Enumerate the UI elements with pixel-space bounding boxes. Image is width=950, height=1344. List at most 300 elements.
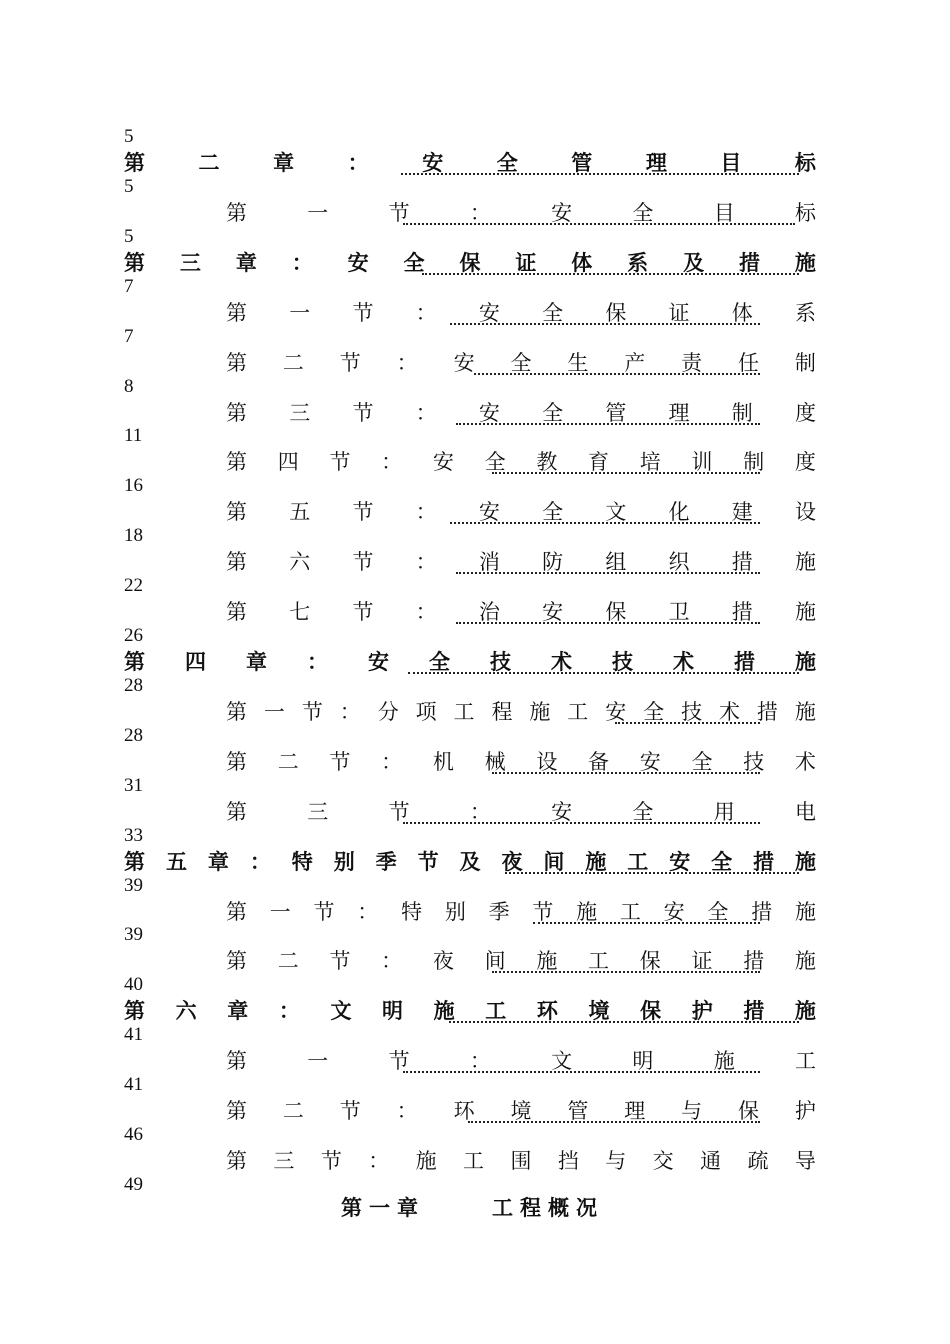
toc-entry-title [226, 1047, 816, 1075]
toc-char: 施 [794, 949, 816, 973]
toc-char: 一 [269, 900, 291, 924]
toc-section-entry[interactable] [226, 1097, 816, 1125]
toc-char: 理 [645, 150, 667, 175]
toc-page-number: 16 [124, 475, 143, 496]
toc-char: 安 [639, 750, 661, 774]
toc-char: 制 [743, 450, 765, 474]
toc-char: 安 [432, 450, 454, 474]
toc-char: 施 [576, 900, 598, 924]
toc-char: 及 [459, 849, 481, 874]
toc-page-number: 11 [124, 425, 143, 446]
toc-char: 安 [368, 649, 389, 674]
toc-char: 第 [226, 201, 247, 225]
toc-char: 证 [515, 250, 537, 275]
toc-char: 节 [339, 1099, 361, 1123]
toc-entry-title [226, 299, 816, 327]
toc-char: ： [415, 500, 437, 524]
toc-section-entry[interactable] [226, 947, 816, 975]
toc-char: 疏 [747, 1149, 769, 1173]
toc-char: 节 [352, 550, 374, 574]
toc-char: 施 [794, 900, 816, 924]
toc-char: 工 [627, 849, 649, 874]
toc-char: 全 [632, 201, 654, 225]
toc-char: 全 [707, 900, 729, 924]
toc-page-number: 22 [124, 575, 143, 596]
toc-page-number: 18 [124, 525, 143, 546]
toc-entry-title [226, 548, 816, 576]
toc-entry-title [124, 249, 816, 277]
toc-char: 用 [713, 800, 735, 824]
toc-char: 目 [720, 150, 742, 175]
toc-section-entry[interactable] [226, 349, 816, 377]
toc-char: 施 [794, 550, 816, 574]
toc-char: 施 [585, 849, 607, 874]
toc-char: 施 [794, 250, 816, 275]
toc-char: 第 [226, 750, 247, 774]
toc-char: 章 [235, 250, 257, 275]
toc-char: 安 [663, 900, 685, 924]
toc-char: 术 [551, 649, 572, 674]
toc-char: 季 [375, 849, 397, 874]
toc-char: 节 [329, 949, 351, 973]
toc-char: 间 [484, 949, 506, 973]
toc-char: 节 [388, 1049, 410, 1073]
toc-char: 一 [307, 1049, 329, 1073]
toc-char: 安 [669, 849, 691, 874]
toc-char: 六 [289, 550, 311, 574]
toc-entry-title [226, 399, 816, 427]
toc-char: 五 [165, 849, 187, 874]
toc-chapter-entry[interactable] [124, 149, 816, 177]
toc-char: 第 [226, 450, 247, 474]
toc-char: 三 [289, 401, 311, 425]
toc-char: 六 [175, 998, 197, 1023]
toc-char: 安 [551, 201, 573, 225]
toc-char: ： [381, 750, 403, 774]
toc-char: 安 [478, 401, 500, 425]
toc-char: 第 [226, 401, 247, 425]
toc-char: ： [469, 1049, 491, 1073]
toc-char: 文 [605, 500, 627, 524]
toc-char: 第 [226, 1049, 247, 1073]
toc-page-number: 39 [124, 924, 143, 945]
toc-char: 械 [484, 750, 506, 774]
toc-char: 保 [605, 600, 627, 624]
toc-char: 节 [352, 401, 374, 425]
toc-char: 工 [453, 700, 475, 724]
toc-char: 节 [313, 900, 335, 924]
toc-char: 制 [731, 401, 753, 425]
toc-char: 二 [198, 150, 220, 175]
toc-section-entry[interactable] [226, 199, 816, 227]
toc-char: 第 [226, 1099, 247, 1123]
toc-char: 安 [478, 500, 500, 524]
toc-char: 证 [668, 301, 690, 325]
toc-char: 挡 [557, 1149, 579, 1173]
toc-section-entry[interactable] [226, 598, 816, 626]
toc-char: ： [249, 849, 271, 874]
toc-char: 第 [226, 550, 247, 574]
toc-char: 技 [681, 700, 703, 724]
toc-char: 化 [668, 500, 690, 524]
toc-char: 第 [226, 500, 247, 524]
toc-char: 生 [567, 351, 589, 375]
toc-char: 责 [681, 351, 703, 375]
toc-char: ： [469, 201, 491, 225]
toc-section-entry[interactable] [226, 1147, 816, 1175]
toc-page-number: 33 [124, 825, 143, 846]
toc-page-number: 49 [124, 1174, 143, 1195]
toc-char: 围 [510, 1149, 532, 1173]
toc-char: 环 [453, 1099, 475, 1123]
toc-char: 技 [490, 649, 511, 674]
toc-char: 全 [403, 250, 425, 275]
toc-page-number: 5 [124, 176, 134, 197]
toc-section-entry[interactable] [226, 698, 816, 726]
toc-char: 护 [794, 1099, 816, 1123]
toc-char: 节 [417, 849, 439, 874]
toc-char: 理 [668, 401, 690, 425]
toc-char: 第 [226, 301, 247, 325]
toc-page-number: 7 [124, 326, 134, 347]
toc-char: 三 [273, 1149, 295, 1173]
toc-char: 节 [352, 600, 374, 624]
toc-char: 措 [756, 700, 778, 724]
toc-page-number: 28 [124, 675, 143, 696]
toc-page-number: 41 [124, 1074, 143, 1095]
toc-char: 全 [496, 150, 518, 175]
toc-char: ： [396, 1099, 418, 1123]
toc-char: 工 [485, 998, 507, 1023]
toc-char: 措 [743, 949, 765, 973]
toc-page-number: 39 [124, 875, 143, 896]
toc-char: 第 [226, 949, 247, 973]
toc-char: 措 [731, 600, 753, 624]
toc-char: 技 [743, 750, 765, 774]
toc-char: 全 [510, 351, 532, 375]
toc-char: 术 [794, 750, 816, 774]
toc-char: 标 [794, 201, 816, 225]
toc-char: 二 [277, 949, 299, 973]
toc-char: 训 [691, 450, 713, 474]
chapter-heading-title [492, 1194, 597, 1222]
toc-char: 技 [612, 649, 633, 674]
toc-char: 安 [605, 700, 627, 724]
toc-char: 节 [388, 800, 410, 824]
toc-char: 保 [459, 250, 481, 275]
toc-char: 安 [478, 301, 500, 325]
toc-char: 体 [571, 250, 593, 275]
toc-char: 施 [529, 700, 551, 724]
toc-char: 全 [429, 649, 450, 674]
toc-char: 产 [624, 351, 646, 375]
toc-char: 工 [619, 900, 641, 924]
toc-entry-title [226, 748, 816, 776]
toc-char: 全 [484, 450, 506, 474]
toc-char: 一 [289, 301, 311, 325]
toc-char: 全 [643, 700, 665, 724]
heading-char: 况 [576, 1195, 597, 1220]
toc-char: 环 [536, 998, 558, 1023]
toc-entry-title [226, 199, 816, 227]
toc-char: 工 [567, 700, 589, 724]
toc-entry-title [226, 349, 816, 377]
toc-char: ： [339, 700, 361, 724]
toc-char: 电 [794, 800, 816, 824]
toc-char: ： [469, 800, 491, 824]
toc-char: 体 [731, 301, 753, 325]
toc-char: 文 [330, 998, 352, 1023]
toc-char: 全 [691, 750, 713, 774]
toc-char: 节 [339, 351, 361, 375]
toc-entry-title [226, 898, 816, 926]
toc-char: 施 [415, 1149, 437, 1173]
toc-char: 安 [542, 600, 564, 624]
toc-char: ： [396, 351, 418, 375]
toc-char: ： [415, 600, 437, 624]
toc-char: 节 [329, 450, 351, 474]
toc-char: 别 [444, 900, 466, 924]
toc-char: 与 [681, 1099, 703, 1123]
toc-char: 第 [124, 649, 145, 674]
toc-char: 保 [640, 998, 662, 1023]
toc-char: ： [368, 1149, 390, 1173]
toc-char: 安 [551, 800, 573, 824]
toc-char: 目 [713, 201, 735, 225]
toc-char: 节 [388, 201, 410, 225]
toc-char: 节 [301, 700, 323, 724]
toc-char: 措 [743, 998, 765, 1023]
toc-entry-title [226, 498, 816, 526]
toc-char: 施 [795, 649, 816, 674]
toc-page-number: 31 [124, 775, 143, 796]
toc-char: 导 [794, 1149, 816, 1173]
toc-char: 标 [794, 150, 816, 175]
toc-char: 术 [718, 700, 740, 724]
toc-section-entry[interactable] [226, 1047, 816, 1075]
toc-page-number: 5 [124, 226, 134, 247]
toc-section-entry[interactable] [226, 399, 816, 427]
toc-chapter-entry[interactable] [124, 848, 816, 876]
toc-char: ： [347, 150, 369, 175]
toc-char: 工 [588, 949, 610, 973]
toc-char: ： [291, 250, 313, 275]
toc-entry-title [226, 1147, 816, 1175]
toc-page-number: 8 [124, 376, 134, 397]
toc-entry-title [226, 798, 816, 826]
toc-char: 治 [478, 600, 500, 624]
toc-char: 四 [185, 649, 206, 674]
toc-char: 第 [226, 900, 247, 924]
toc-char: 安 [347, 250, 369, 275]
toc-char: 工 [794, 1049, 816, 1073]
toc-char: ： [307, 649, 328, 674]
toc-entry-title [226, 598, 816, 626]
toc-section-entry[interactable] [226, 748, 816, 776]
toc-char: 特 [291, 849, 313, 874]
toc-char: 织 [668, 550, 690, 574]
toc-char: 第 [124, 150, 145, 175]
heading-char: 工 [492, 1195, 513, 1220]
toc-entry-title [124, 997, 816, 1025]
toc-char: 工 [463, 1149, 485, 1173]
toc-char: 施 [536, 949, 558, 973]
toc-section-entry[interactable] [226, 798, 816, 826]
toc-char: 三 [179, 250, 201, 275]
toc-char: 季 [488, 900, 510, 924]
heading-char: 概 [548, 1195, 569, 1220]
toc-page-number: 46 [124, 1124, 143, 1145]
toc-char: 章 [246, 649, 267, 674]
toc-chapter-entry[interactable] [124, 249, 816, 277]
toc-char: ： [381, 450, 403, 474]
toc-char: 第 [124, 998, 145, 1023]
toc-char: 分 [377, 700, 399, 724]
toc-char: 施 [795, 849, 816, 874]
toc-char: 章 [273, 150, 295, 175]
toc-char: 第 [226, 351, 247, 375]
toc-entry-title [226, 698, 816, 726]
toc-char: 管 [605, 401, 627, 425]
toc-entry-title [226, 1097, 816, 1125]
toc-char: 施 [794, 600, 816, 624]
toc-char: 施 [433, 998, 455, 1023]
toc-char: 节 [352, 500, 374, 524]
toc-char: 措 [734, 649, 755, 674]
toc-char: 第 [226, 700, 247, 724]
toc-char: 防 [542, 550, 564, 574]
toc-char: 五 [289, 500, 311, 524]
toc-char: 及 [683, 250, 705, 275]
heading-char: 章 [397, 1195, 418, 1220]
toc-char: 特 [401, 900, 423, 924]
toc-char: 一 [263, 700, 285, 724]
toc-char: 二 [277, 750, 299, 774]
toc-entry-title [226, 947, 816, 975]
toc-char: 明 [632, 1049, 654, 1073]
toc-char: 保 [639, 949, 661, 973]
toc-char: 卫 [668, 600, 690, 624]
toc-chapter-entry[interactable] [124, 648, 816, 676]
toc-char: 系 [627, 250, 649, 275]
toc-char: 建 [731, 500, 753, 524]
toc-char: 文 [551, 1049, 573, 1073]
toc-char: 施 [794, 700, 816, 724]
toc-char: 设 [536, 750, 558, 774]
toc-char: 措 [753, 849, 775, 874]
toc-char: 全 [632, 800, 654, 824]
toc-char: 通 [700, 1149, 722, 1173]
toc-char: 育 [588, 450, 610, 474]
toc-entry-title [124, 848, 816, 876]
toc-char: 措 [738, 250, 760, 275]
toc-char: 境 [510, 1099, 532, 1123]
toc-char: 措 [731, 550, 753, 574]
toc-char: 七 [289, 600, 311, 624]
toc-char: 培 [639, 450, 661, 474]
toc-page-number: 41 [124, 1024, 143, 1045]
toc-char: 护 [691, 998, 713, 1023]
toc-char: 教 [536, 450, 558, 474]
toc-char: 第 [226, 600, 247, 624]
toc-section-entry[interactable] [226, 898, 816, 926]
toc-char: 证 [691, 949, 713, 973]
toc-section-entry[interactable] [226, 548, 816, 576]
heading-char: 一 [369, 1195, 390, 1220]
toc-char: 术 [673, 649, 694, 674]
toc-char: 四 [277, 450, 299, 474]
toc-section-entry[interactable] [226, 448, 816, 476]
toc-char: 与 [605, 1149, 627, 1173]
toc-char: 章 [227, 998, 249, 1023]
toc-char: 间 [543, 849, 565, 874]
toc-char: 境 [588, 998, 610, 1023]
toc-page-number: 40 [124, 974, 143, 995]
toc-char: 别 [333, 849, 355, 874]
toc-char: 程 [491, 700, 513, 724]
toc-char: 节 [352, 301, 374, 325]
toc-section-entry[interactable] [226, 498, 816, 526]
toc-char: 设 [794, 500, 816, 524]
toc-char: 第 [124, 849, 145, 874]
toc-char: 机 [432, 750, 454, 774]
heading-char: 程 [520, 1195, 541, 1220]
toc-char: 章 [207, 849, 229, 874]
toc-char: 全 [542, 301, 564, 325]
toc-char: 系 [794, 301, 816, 325]
toc-char: 组 [605, 550, 627, 574]
toc-page-number: 28 [124, 725, 143, 746]
toc-page-number: 26 [124, 625, 143, 646]
toc-char: 三 [307, 800, 329, 824]
toc-char: 保 [605, 301, 627, 325]
toc-page-number: 7 [124, 276, 134, 297]
chapter-heading [341, 1194, 597, 1222]
toc-char: 理 [624, 1099, 646, 1123]
toc-char: 一 [307, 201, 329, 225]
heading-char: 第 [341, 1195, 362, 1220]
toc-char: ： [415, 550, 437, 574]
toc-char: 交 [652, 1149, 674, 1173]
toc-char: 全 [542, 500, 564, 524]
toc-char: 制 [794, 351, 816, 375]
toc-char: 安 [453, 351, 475, 375]
toc-char: 节 [320, 1149, 342, 1173]
toc-char: 任 [738, 351, 760, 375]
toc-char: 全 [711, 849, 733, 874]
toc-char: 第 [226, 800, 247, 824]
toc-char: 夜 [501, 849, 523, 874]
toc-entry-title [124, 648, 816, 676]
toc-section-entry[interactable] [226, 299, 816, 327]
toc-char: 节 [329, 750, 351, 774]
toc-entry-title [226, 448, 816, 476]
toc-char: 第 [124, 250, 145, 275]
toc-char: 二 [282, 1099, 304, 1123]
toc-char: 施 [713, 1049, 735, 1073]
toc-char: 度 [794, 401, 816, 425]
toc-char: 度 [794, 450, 816, 474]
toc-char: 施 [794, 998, 816, 1023]
toc-char: 全 [542, 401, 564, 425]
toc-char: 安 [422, 150, 444, 175]
toc-char: 措 [751, 900, 773, 924]
toc-chapter-entry[interactable] [124, 997, 816, 1025]
toc-page-number: 5 [124, 126, 134, 147]
toc-char: ： [357, 900, 379, 924]
toc-char: 管 [567, 1099, 589, 1123]
toc-char: 保 [738, 1099, 760, 1123]
